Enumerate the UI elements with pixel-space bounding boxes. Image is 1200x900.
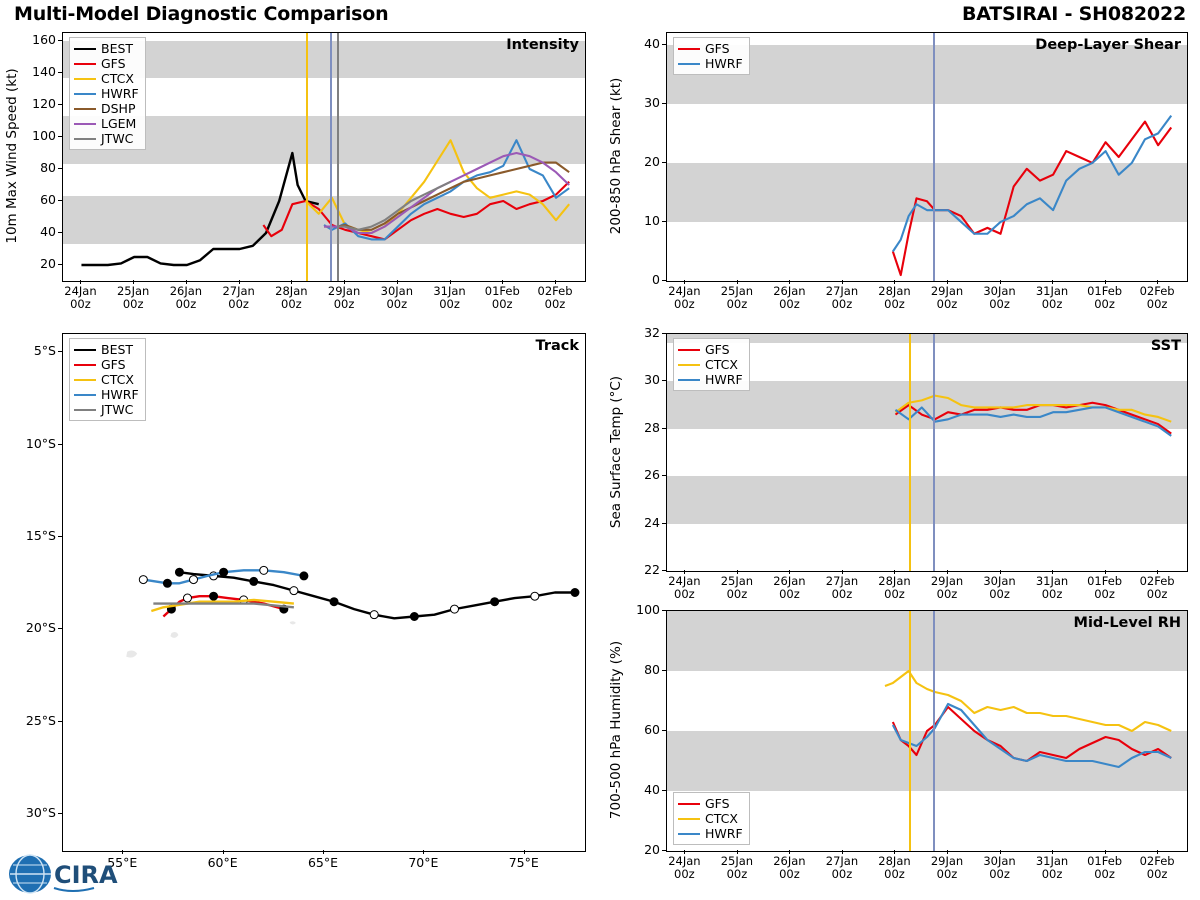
x-axis-tick-label: 31Jan 00z [1035, 284, 1069, 311]
series-ctcx [306, 140, 570, 233]
y-axis-tick-label: 20 [644, 842, 660, 857]
x-axis-tick-mark [291, 280, 292, 284]
y-axis-tick-mark [662, 570, 666, 571]
track-marker [300, 572, 308, 580]
x-axis-tick-mark [684, 570, 685, 574]
y-axis-tick-label: 10°S [25, 435, 56, 451]
x-axis-tick-mark [789, 570, 790, 574]
legend-item-hwrf [74, 387, 139, 402]
y-axis-tick-mark [662, 790, 666, 791]
x-axis-tick-label: 01Feb 00z [1087, 854, 1123, 881]
y-axis-tick-mark [662, 380, 666, 381]
x-axis-tick-label: 28Jan 00z [275, 284, 308, 311]
x-axis-tick-label: 29Jan 00z [327, 284, 361, 311]
x-axis-tick-mark [737, 850, 738, 854]
y-axis-tick-label: 140 [32, 64, 56, 79]
x-axis-tick-mark [1105, 850, 1106, 854]
x-axis-tick-label: 30Jan 00z [380, 284, 413, 311]
x-axis-tick-label: 24Jan 00z [668, 284, 701, 311]
x-axis-tick-mark [842, 570, 843, 574]
y-axis-label: 200-850 hPa Shear (kt) [608, 77, 624, 235]
y-axis-tick-label: 160 [32, 32, 56, 47]
track-marker [210, 592, 218, 600]
y-axis-tick-mark [58, 813, 62, 814]
x-axis-tick-mark [1157, 850, 1158, 854]
x-axis-tick-label: 29Jan 00z [930, 854, 964, 881]
y-axis-tick-label: 22 [644, 562, 660, 577]
reference-line-jtwc [337, 33, 339, 281]
page-title: Multi-Model Diagnostic Comparison [14, 3, 389, 25]
plot-area-intensity [62, 32, 586, 282]
x-axis-tick-mark [344, 280, 345, 284]
x-axis-tick-mark [842, 280, 843, 284]
y-axis-tick-mark [58, 721, 62, 722]
x-axis-tick-mark [450, 280, 451, 284]
gfs-line-swatch-icon [74, 364, 96, 366]
x-axis-tick-label: 30Jan 00z [983, 574, 1016, 601]
x-axis-tick-label: 31Jan 00z [433, 284, 466, 311]
y-axis-tick-mark [58, 104, 62, 105]
legend-item-ctcx [678, 811, 743, 826]
y-axis-tick-label: 100 [636, 602, 660, 617]
reference-line-hwrf [933, 33, 935, 281]
x-axis-tick-mark [894, 280, 895, 284]
reference-line-hwrf [933, 334, 935, 571]
legend-track [69, 338, 146, 421]
legend-item-ctcx [74, 372, 139, 387]
y-axis-tick-mark [662, 221, 666, 222]
legend-label: HWRF [705, 56, 743, 71]
legend-item-hwrf [678, 826, 743, 841]
panel-title-mid-level-rh: Mid-Level RH [1073, 615, 1181, 631]
y-axis-tick-mark [58, 444, 62, 445]
ctcx-line-swatch-icon [74, 379, 96, 381]
y-axis-tick-label: 80 [40, 160, 56, 175]
x-axis-tick-label: 27Jan 00z [825, 284, 859, 311]
x-axis-tick-mark [1052, 280, 1053, 284]
y-axis-tick-label: 40 [40, 224, 56, 239]
y-axis-label: 10m Max Wind Speed (kt) [4, 68, 20, 244]
reference-line-ctcx [909, 334, 911, 571]
x-axis-tick-label: 28Jan 00z [878, 574, 911, 601]
legend-item-hwrf [678, 56, 743, 71]
y-axis-tick-mark [662, 428, 666, 429]
ctcx-line-swatch-icon [678, 818, 700, 820]
reference-line-ctcx [909, 611, 911, 851]
hwrf-line-swatch-icon [74, 93, 96, 95]
legend-label: LGEM [101, 116, 137, 131]
y-axis-tick-label: 0 [652, 272, 660, 287]
track-gfs [163, 596, 283, 616]
hwrf-line-swatch-icon [74, 394, 96, 396]
x-axis-tick-label: 26Jan 00z [773, 284, 806, 311]
y-axis-label: Sea Surface Temp (°C) [608, 375, 624, 528]
x-axis-tick-label: 75°E [508, 855, 539, 870]
track-marker [260, 566, 268, 574]
legend-item-gfs [74, 56, 139, 71]
x-axis-tick-label: 29Jan 00z [930, 574, 964, 601]
legend-label: GFS [101, 357, 126, 372]
plot-area-sst [666, 333, 1188, 572]
y-axis-tick-mark [58, 168, 62, 169]
x-axis-tick-label: 28Jan 00z [878, 284, 911, 311]
panel-title-track: Track [535, 338, 579, 354]
x-axis-tick-label: 55°E [107, 855, 138, 870]
x-axis-tick-mark [1000, 850, 1001, 854]
legend-label: GFS [705, 41, 730, 56]
best-line-swatch-icon [74, 349, 96, 351]
y-axis-tick-label: 20 [644, 153, 660, 169]
x-axis-tick-label: 02Feb 00z [537, 284, 573, 311]
legend-item-ctcx [678, 357, 743, 372]
x-axis-tick-mark [323, 850, 324, 854]
hwrf-line-swatch-icon [678, 63, 700, 65]
x-axis-tick-label: 30Jan 00z [983, 284, 1016, 311]
legend-label: HWRF [101, 387, 139, 402]
legend-deep-layer-shear [673, 37, 750, 75]
legend-item-jtwc [74, 402, 139, 417]
x-axis-tick-mark [502, 280, 503, 284]
x-axis-tick-mark [737, 280, 738, 284]
y-axis-tick-label: 25°S [25, 712, 56, 728]
legend-label: JTWC [101, 131, 134, 146]
legend-item-gfs [678, 342, 743, 357]
legend-label: HWRF [101, 86, 139, 101]
x-axis-tick-label: 27Jan 00z [222, 284, 255, 311]
x-axis-tick-label: 24Jan 00z [64, 284, 97, 311]
x-axis-tick-label: 25Jan 00z [116, 284, 150, 311]
plot-area-deep-layer-shear [666, 32, 1188, 282]
y-axis-tick-label: 28 [644, 419, 660, 435]
track-marker [220, 568, 228, 576]
gfs-line-swatch-icon [678, 48, 700, 50]
x-axis-tick-label: 28Jan 00z [878, 854, 911, 881]
x-axis-tick-label: 24Jan 00z [668, 854, 701, 881]
x-axis-tick-mark [947, 280, 948, 284]
y-axis-tick-label: 40 [644, 782, 660, 797]
y-axis-tick-label: 20°S [25, 620, 56, 636]
legend-item-best [74, 342, 139, 357]
legend-sst [673, 338, 750, 391]
track-marker [139, 576, 147, 584]
best-line-swatch-icon [74, 48, 96, 50]
gfs-line-swatch-icon [678, 803, 700, 805]
y-axis-tick-mark [662, 670, 666, 671]
y-axis-tick-mark [58, 232, 62, 233]
legend-label: CTCX [101, 372, 134, 387]
track-marker [290, 587, 298, 595]
x-axis-tick-mark [1157, 280, 1158, 284]
x-axis-tick-label: 02Feb 00z [1139, 854, 1175, 881]
y-axis-label: 700-500 hPa Humidity (%) [608, 640, 624, 820]
panel-title-sst: SST [1150, 338, 1181, 354]
x-axis-tick-label: 25Jan 00z [720, 574, 754, 601]
x-axis-tick-mark [737, 570, 738, 574]
x-axis-tick-mark [894, 570, 895, 574]
y-axis-tick-label: 20 [40, 256, 56, 271]
legend-item-dshp [74, 101, 139, 116]
y-axis-tick-mark [58, 264, 62, 265]
y-axis-tick-mark [58, 628, 62, 629]
x-axis-tick-mark [423, 850, 424, 854]
x-axis-tick-mark [1000, 570, 1001, 574]
x-axis-tick-label: 31Jan 00z [1035, 854, 1069, 881]
y-axis-tick-mark [662, 850, 666, 851]
legend-label: GFS [705, 342, 730, 357]
y-axis-tick-mark [662, 475, 666, 476]
legend-item-gfs [678, 41, 743, 56]
reference-line-hwrf [933, 611, 935, 851]
ctcx-line-swatch-icon [74, 78, 96, 80]
panel-title-deep-layer-shear: Deep-Layer Shear [1035, 37, 1181, 53]
x-axis-tick-mark [524, 850, 525, 854]
y-axis-tick-label: 40 [644, 35, 660, 51]
x-axis-tick-mark [80, 280, 81, 284]
track-marker [183, 594, 191, 602]
lgem-line-swatch-icon [74, 123, 96, 125]
track-marker [330, 598, 338, 606]
x-axis-tick-mark [223, 850, 224, 854]
x-axis-tick-mark [684, 850, 685, 854]
legend-label: DSHP [101, 101, 136, 116]
cira-logo [8, 852, 128, 896]
x-axis-tick-mark [789, 280, 790, 284]
y-axis-tick-label: 10 [644, 212, 660, 228]
track-marker [451, 605, 459, 613]
series-hwrf [895, 407, 1171, 435]
y-axis-tick-mark [662, 103, 666, 104]
legend-item-hwrf [74, 86, 139, 101]
y-axis-tick-mark [662, 44, 666, 45]
reference-line-ctcx [306, 33, 308, 281]
legend-item-lgem [74, 116, 139, 131]
x-axis-tick-label: 30Jan 00z [983, 854, 1016, 881]
storm-title: BATSIRAI - SH082022 [961, 3, 1186, 25]
legend-label: BEST [101, 342, 134, 357]
x-axis-tick-label: 26Jan 00z [773, 854, 806, 881]
legend-item-best [74, 41, 139, 56]
y-axis-tick-label: 100 [32, 128, 56, 143]
y-axis-tick-label: 60 [40, 192, 56, 207]
x-axis-tick-mark [894, 850, 895, 854]
y-axis-tick-mark [58, 351, 62, 352]
track-marker [175, 568, 183, 576]
x-axis-tick-label: 26Jan 00z [169, 284, 203, 311]
x-axis-tick-label: 01Feb 00z [1087, 574, 1123, 601]
legend-intensity [69, 37, 146, 150]
legend-label: GFS [705, 796, 730, 811]
y-axis-tick-label: 120 [32, 96, 56, 111]
x-axis-tick-label: 27Jan 00z [825, 574, 859, 601]
legend-label: JTWC [101, 402, 134, 417]
plot-area-track [62, 333, 586, 852]
x-axis-tick-mark [1105, 570, 1106, 574]
x-axis-tick-mark [1000, 280, 1001, 284]
y-axis-tick-mark [58, 536, 62, 537]
y-axis-tick-label: 5°S [33, 343, 56, 359]
track-marker [370, 611, 378, 619]
y-axis-tick-mark [662, 162, 666, 163]
y-axis-tick-mark [662, 523, 666, 524]
y-axis-tick-mark [662, 610, 666, 611]
x-axis-tick-mark [842, 850, 843, 854]
y-axis-tick-mark [662, 730, 666, 731]
plot-area-mid-level-rh [666, 610, 1188, 852]
y-axis-tick-label: 30 [644, 94, 660, 110]
y-axis-tick-mark [662, 333, 666, 334]
track-marker [250, 577, 258, 585]
legend-label: CTCX [705, 357, 738, 372]
hwrf-line-swatch-icon [678, 833, 700, 835]
x-axis-tick-mark [1157, 570, 1158, 574]
hwrf-line-swatch-icon [678, 379, 700, 381]
legend-label: CTCX [101, 71, 134, 86]
x-axis-tick-label: 26Jan 00z [773, 574, 806, 601]
x-axis-tick-mark [1052, 850, 1053, 854]
track-marker [410, 613, 418, 621]
gfs-line-swatch-icon [74, 63, 96, 65]
legend-item-gfs [74, 357, 139, 372]
track-marker [163, 579, 171, 587]
y-axis-tick-label: 15°S [25, 528, 56, 544]
series-ctcx [885, 671, 1171, 731]
legend-item-ctcx [74, 71, 139, 86]
x-axis-tick-label: 24Jan 00z [668, 574, 701, 601]
gfs-line-swatch-icon [678, 349, 700, 351]
x-axis-tick-mark [1052, 570, 1053, 574]
x-axis-tick-mark [133, 280, 134, 284]
x-axis-tick-mark [947, 850, 948, 854]
y-axis-tick-mark [58, 40, 62, 41]
x-axis-tick-mark [1105, 280, 1106, 284]
track-marker [571, 589, 579, 597]
track-marker [190, 576, 198, 584]
jtwc-line-swatch-icon [74, 409, 96, 411]
legend-label: BEST [101, 41, 134, 56]
x-axis-tick-mark [947, 570, 948, 574]
y-axis-tick-label: 26 [644, 467, 660, 483]
x-axis-tick-label: 65°E [307, 855, 339, 870]
x-axis-tick-label: 25Jan 00z [720, 284, 754, 311]
dshp-line-swatch-icon [74, 108, 96, 110]
legend-item-gfs [678, 796, 743, 811]
x-axis-tick-label: 60°E [207, 855, 238, 870]
legend-item-hwrf [678, 372, 743, 387]
series-best [81, 153, 318, 265]
x-axis-tick-label: 27Jan 00z [825, 854, 859, 881]
legend-label: GFS [101, 56, 126, 71]
series-jtwc [337, 182, 450, 230]
y-axis-tick-label: 24 [644, 514, 660, 530]
ctcx-line-swatch-icon [678, 364, 700, 366]
y-axis-tick-label: 30°S [25, 805, 56, 821]
series-gfs [895, 403, 1171, 434]
y-axis-tick-label: 32 [644, 325, 660, 340]
legend-mid-level-rh [673, 792, 750, 845]
x-axis-tick-mark [789, 850, 790, 854]
panel-title-intensity: Intensity [506, 37, 579, 53]
track-marker [491, 598, 499, 606]
x-axis-tick-label: 29Jan 00z [930, 284, 964, 311]
x-axis-tick-mark [239, 280, 240, 284]
x-axis-tick-mark [684, 280, 685, 284]
y-axis-tick-label: 30 [644, 372, 660, 388]
x-axis-tick-label: 02Feb 00z [1139, 574, 1175, 601]
x-axis-tick-label: 31Jan 00z [1035, 574, 1069, 601]
legend-label: HWRF [705, 372, 743, 387]
y-axis-tick-mark [58, 72, 62, 73]
x-axis-tick-label: 25Jan 00z [720, 854, 754, 881]
y-axis-tick-mark [662, 280, 666, 281]
y-axis-tick-mark [58, 200, 62, 201]
x-axis-tick-label: 01Feb 00z [484, 284, 520, 311]
legend-item-jtwc [74, 131, 139, 146]
jtwc-line-swatch-icon [74, 138, 96, 140]
y-axis-tick-label: 60 [644, 722, 660, 737]
track-marker [531, 592, 539, 600]
reference-line-hwrf [330, 33, 332, 281]
legend-label: CTCX [705, 811, 738, 826]
x-axis-tick-mark [555, 280, 556, 284]
x-axis-tick-label: 70°E [408, 855, 439, 870]
y-axis-tick-label: 80 [644, 662, 660, 677]
y-axis-tick-mark [58, 136, 62, 137]
x-axis-tick-mark [397, 280, 398, 284]
x-axis-tick-mark [186, 280, 187, 284]
x-axis-tick-label: 01Feb 00z [1087, 284, 1123, 311]
legend-label: HWRF [705, 826, 743, 841]
svg-text:CIRA: CIRA [54, 861, 118, 889]
x-axis-tick-label: 02Feb 00z [1139, 284, 1175, 311]
